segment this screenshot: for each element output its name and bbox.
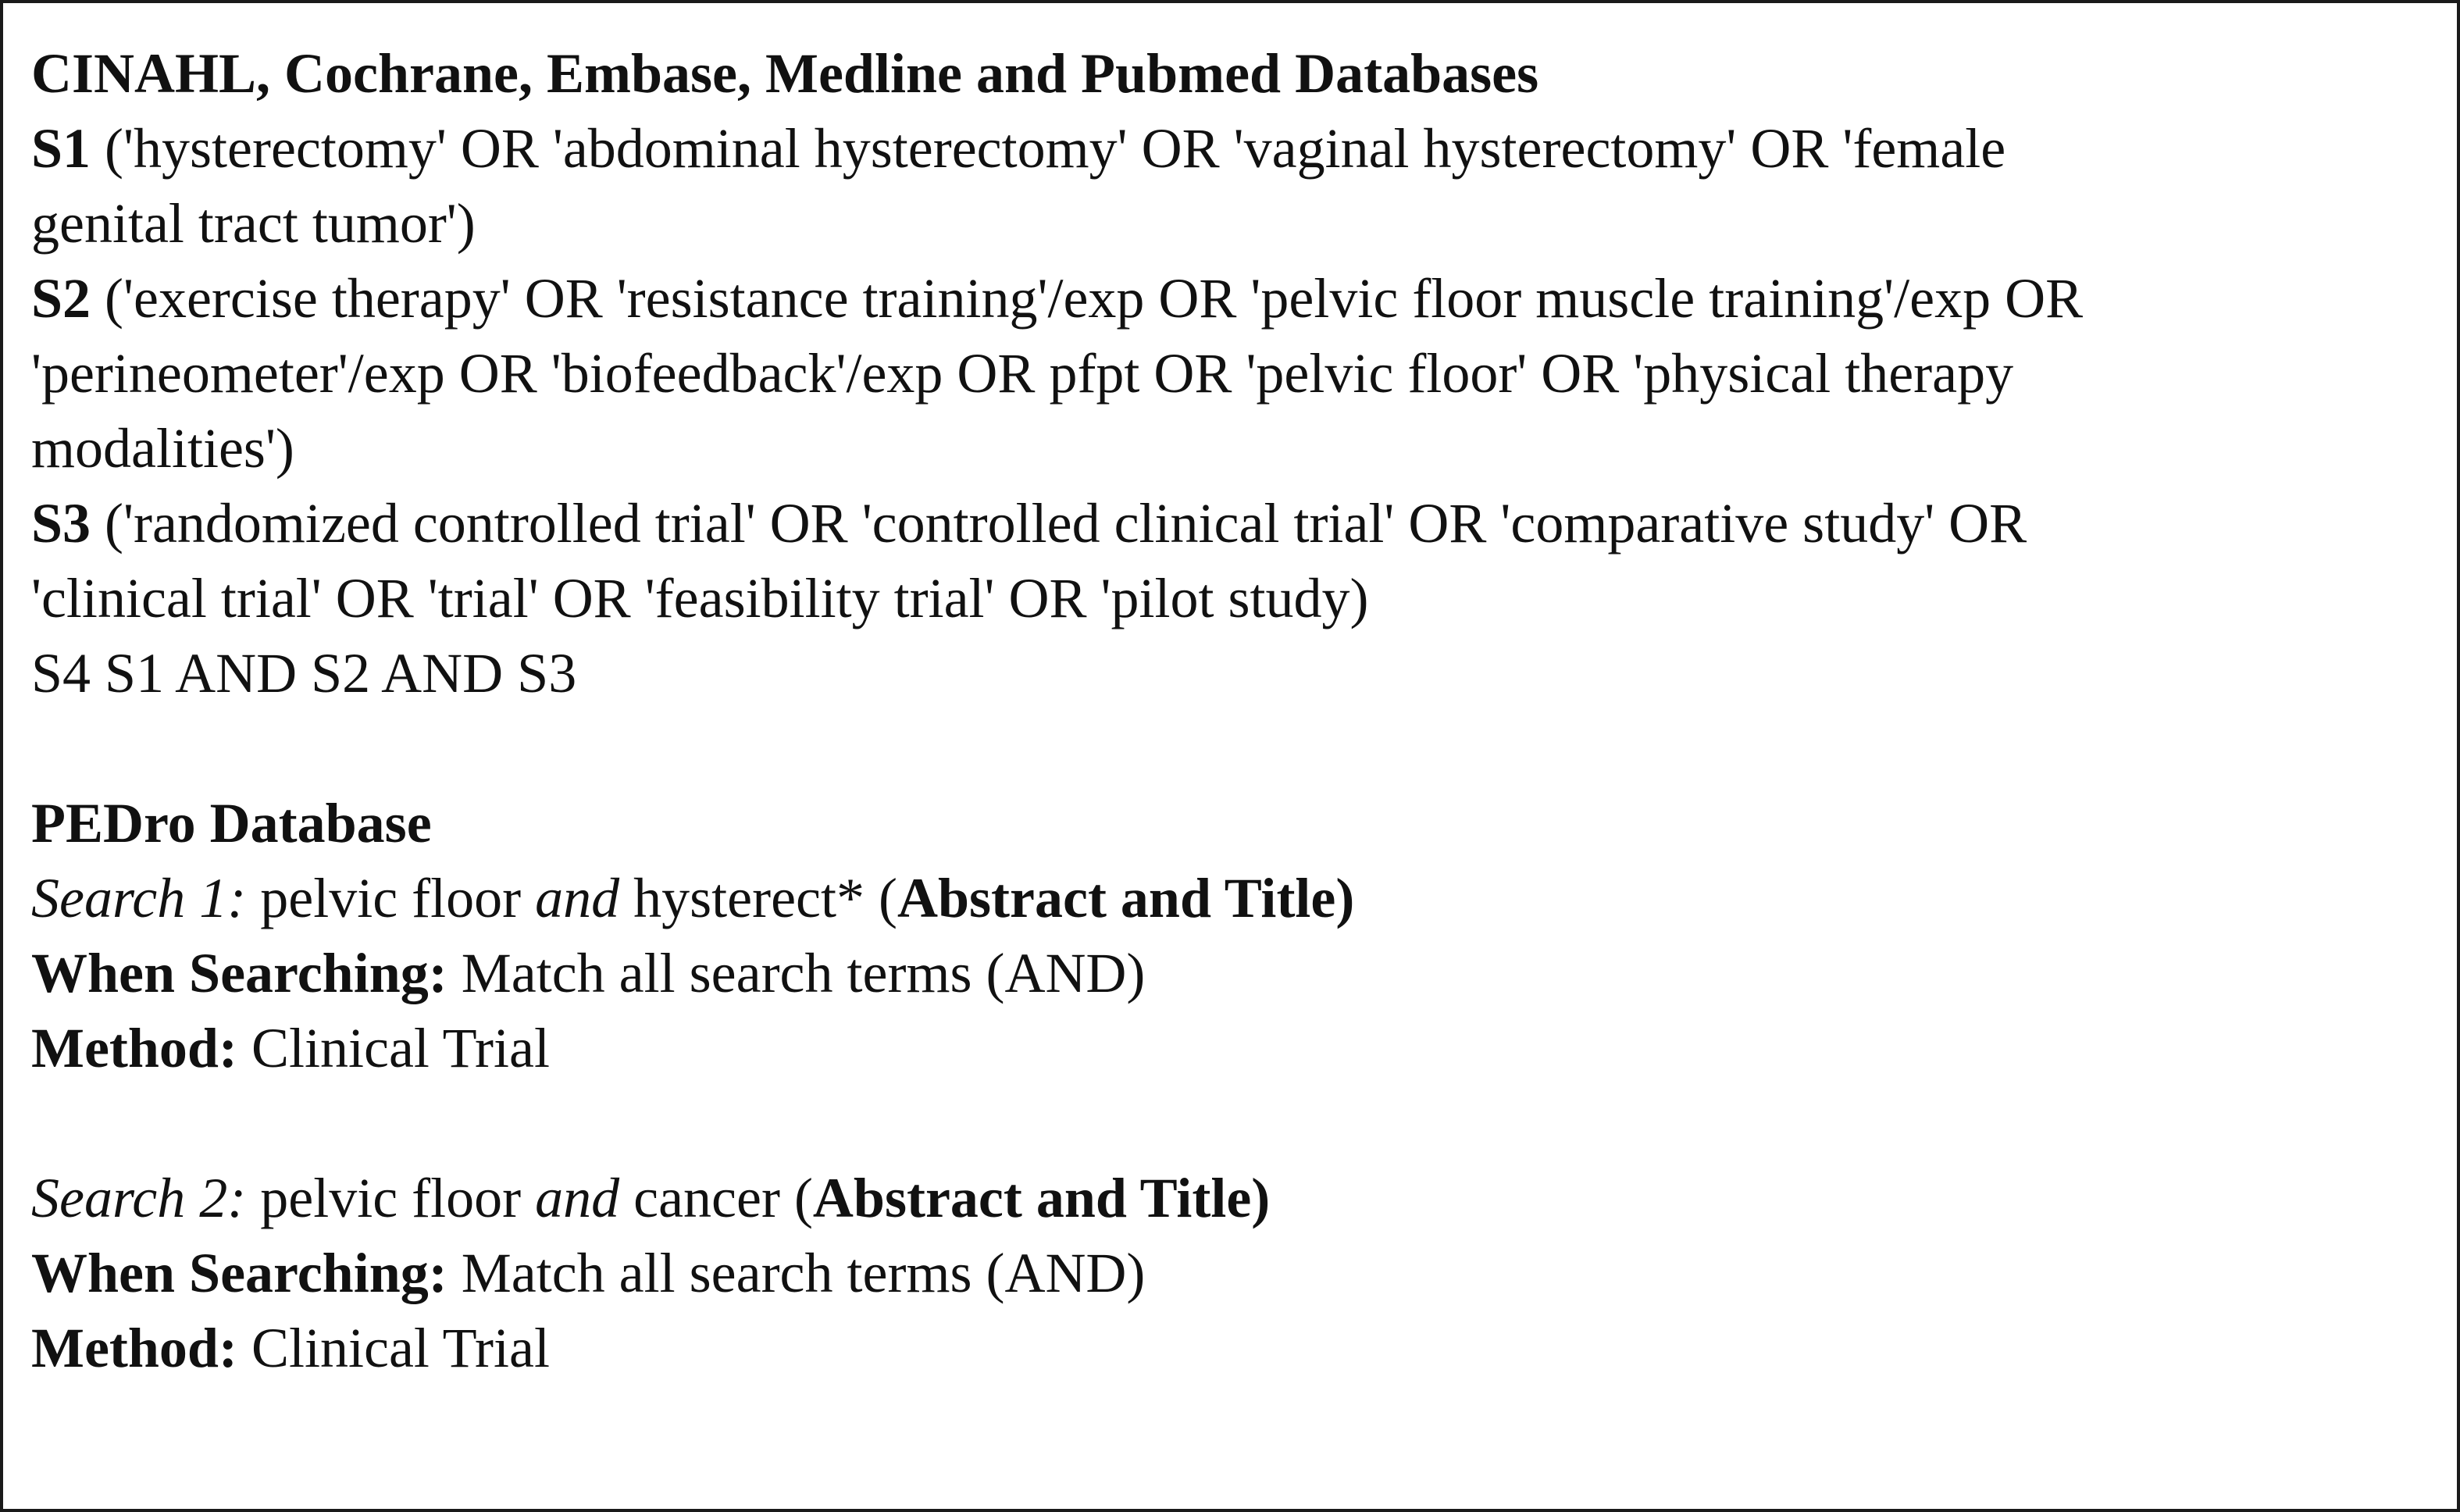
s3-query-part-1: ('randomized controlled trial' OR 'controlled clinical trial' OR 'comparative study' OR: [91, 492, 2027, 555]
search-2-scope: Abstract and Title): [812, 1167, 1271, 1229]
search-1-term-b: hysterect* (: [619, 867, 897, 929]
s1-line-1: [31, 111, 2429, 186]
s3-query-part-2: 'clinical trial' OR 'trial' OR 'feasibility trial' OR 'pilot study): [31, 567, 1369, 629]
search-1-term-a: pelvic floor: [246, 867, 536, 929]
s1-label: S1: [31, 117, 91, 180]
search-1-when-label: When Searching:: [31, 942, 447, 1004]
s2-query-part-2: 'perineometer'/exp OR 'biofeedback'/exp OR pfpt OR 'pelvic floor' OR 'physical therapy: [31, 342, 2014, 405]
s1-query-part-1: ('hysterectomy' OR 'abdominal hysterectomy' OR 'vaginal hysterectomy' OR 'female: [91, 117, 2006, 180]
search-1-method-label: Method:: [31, 1017, 237, 1079]
search-spacer: [31, 1086, 2429, 1161]
search-2-method: [31, 1311, 2429, 1385]
databases-heading: CINAHL, Cochrane, Embase, Medline and Pubmed Databases: [31, 42, 1539, 105]
search-2-term-b: cancer (: [619, 1167, 813, 1229]
search-2-label: Search 2:: [31, 1167, 247, 1229]
section-spacer: [31, 711, 2429, 786]
s3-label: S3: [31, 492, 91, 555]
search-1-query: [31, 861, 2429, 936]
search-2-term-a: pelvic floor: [246, 1167, 536, 1229]
search-2-query: [31, 1161, 2429, 1236]
search-2-when-value: Match all search terms (AND): [447, 1242, 1146, 1304]
s2-line-1: [31, 261, 2429, 336]
search-1-label: Search 1:: [31, 867, 247, 929]
search-2-when-label: When Searching:: [31, 1242, 447, 1304]
search-strategy-content: [31, 36, 2429, 1385]
search-2-when-searching: [31, 1236, 2429, 1311]
search-2-method-value: Clinical Trial: [237, 1317, 550, 1379]
search-1-method-value: Clinical Trial: [237, 1017, 550, 1079]
s2-query-part-3: modalities'): [31, 417, 294, 480]
s1-query-part-2: genital tract tumor'): [31, 192, 476, 255]
search-2-method-label: Method:: [31, 1317, 237, 1379]
search-1-when-searching: [31, 936, 2429, 1011]
search-1-connector: and: [535, 867, 620, 929]
search-1-scope: Abstract and Title): [897, 867, 1355, 929]
pedro-heading: PEDro Database: [31, 792, 432, 854]
s2-query-part-1: ('exercise therapy' OR 'resistance training'/exp OR 'pelvic floor muscle training'/exp OR: [91, 267, 2084, 330]
search-1-method: [31, 1011, 2429, 1086]
s4-combination: S4 S1 AND S2 AND S3: [31, 642, 577, 704]
search-2-connector: and: [535, 1167, 620, 1229]
s3-line-1: [31, 486, 2429, 561]
search-1-when-value: Match all search terms (AND): [447, 942, 1146, 1004]
s2-label: S2: [31, 267, 91, 330]
